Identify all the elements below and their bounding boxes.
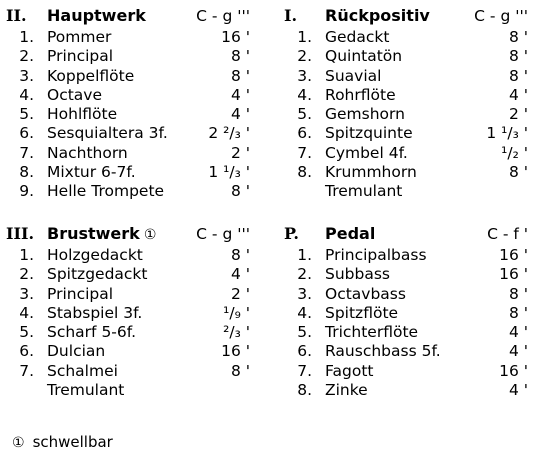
stop-number: 5. (297, 323, 312, 342)
stop-row (284, 246, 534, 265)
stop-name: Rauschbass 5f. (325, 342, 441, 361)
stop-number: 5. (297, 105, 312, 124)
stop-pitch: 16 ' (499, 246, 528, 264)
stop-number: 3. (297, 284, 312, 303)
stop-row (284, 362, 534, 381)
stop-pitch: 8 ' (230, 246, 250, 264)
stop-row (284, 342, 534, 361)
stop-pitch: 8 ' (230, 361, 250, 380)
stop-name: Sesquialtera 3f. (47, 124, 168, 143)
stop-row (6, 67, 256, 86)
stop-pitch: 1 ¹/₃ ' (208, 163, 250, 182)
stop-number: 6. (19, 342, 34, 361)
stop-number: 4. (297, 303, 312, 322)
division-brustwerk (6, 222, 256, 400)
stop-name: Koppelflöte (47, 66, 135, 85)
stop-pitch: 8 ' (230, 66, 250, 85)
stop-name: Trichterflöte (325, 323, 419, 342)
stop-row (6, 265, 256, 284)
stop-name: Quintatön (325, 47, 403, 66)
division-numeral: I. (284, 6, 298, 25)
stop-number: 4. (19, 303, 34, 322)
stop-row (6, 105, 256, 124)
stop-row (284, 265, 534, 284)
stop-row (284, 285, 534, 304)
stop-pitch: 8 ' (508, 303, 528, 322)
stop-name: Rohrflöte (325, 85, 396, 104)
division-name: Brustwerk (47, 224, 140, 243)
stop-pitch: 16 ' (499, 361, 528, 380)
division-numeral: II. (6, 6, 27, 25)
tremulant-label: Tremulant (47, 381, 125, 400)
stop-row (284, 304, 534, 323)
stop-row (6, 323, 256, 342)
stop-name: Spitzquinte (325, 124, 413, 143)
division-name: Rückpositiv (325, 6, 430, 25)
stop-number: 7. (19, 361, 34, 380)
stop-number: 2. (19, 265, 34, 284)
stop-pitch: 8 ' (508, 163, 528, 182)
division-pedal (284, 222, 534, 400)
division-range: C - g ''' (196, 225, 250, 243)
stop-pitch: 4 ' (508, 381, 528, 400)
stop-name: Gemshorn (325, 105, 405, 124)
stop-number: 8. (297, 381, 312, 400)
stop-row (6, 342, 256, 361)
stop-number: 3. (297, 66, 312, 85)
division-header (284, 4, 534, 28)
stop-name: Cymbel 4f. (325, 143, 408, 162)
stop-row (6, 163, 256, 182)
stop-pitch: ¹/₉ ' (223, 303, 250, 322)
stop-pitch: 1 ¹/₃ ' (486, 124, 528, 143)
stop-pitch: 8 ' (508, 66, 528, 85)
stop-name: Stabspiel 3f. (47, 303, 143, 322)
stop-name: Gedackt (325, 28, 390, 46)
division-range: C - g ''' (474, 7, 528, 25)
division-numeral: III. (6, 224, 35, 243)
stop-row (284, 28, 534, 47)
stop-number: 8. (297, 163, 312, 182)
stop-row (6, 47, 256, 66)
stop-number: 7. (19, 143, 34, 162)
stop-row (284, 144, 534, 163)
stop-row (284, 124, 534, 143)
stop-number: 9. (19, 182, 34, 201)
stop-row (6, 304, 256, 323)
stop-name: Spitzgedackt (47, 265, 148, 284)
stop-number: 4. (297, 85, 312, 104)
stop-row (284, 105, 534, 124)
stop-row (284, 163, 534, 182)
stop-pitch: 8 ' (508, 284, 528, 303)
stop-name: Helle Trompete (47, 182, 165, 201)
stop-number: 7. (297, 361, 312, 380)
swell-marker: ① (143, 227, 157, 243)
stop-name: Pommer (47, 28, 112, 46)
stop-name: Mixtur 6-7f. (47, 163, 136, 182)
stop-list (6, 246, 256, 400)
stop-number: 6. (19, 124, 34, 143)
division-numeral: P. (284, 224, 299, 243)
stop-number: 3. (19, 284, 34, 303)
tremulant-label: Tremulant (325, 182, 403, 201)
footnote-text: schwellbar (32, 433, 113, 451)
footnote (12, 433, 113, 451)
stop-number: 2. (19, 47, 34, 66)
stop-row (6, 28, 256, 47)
stop-row (284, 323, 534, 342)
stop-name: Dulcian (47, 342, 106, 361)
division-hauptwerk (6, 4, 256, 202)
stop-number: 2. (297, 47, 312, 66)
stop-number: 4. (19, 85, 34, 104)
stop-name: Spitzflöte (325, 303, 399, 322)
stop-pitch: 16 ' (499, 265, 528, 284)
stop-pitch: 8 ' (508, 28, 528, 46)
stop-number: 7. (297, 143, 312, 162)
stop-number: 8. (19, 163, 34, 182)
stop-name: Holzgedackt (47, 246, 143, 264)
stop-number: 5. (19, 323, 34, 342)
stop-row (6, 182, 256, 201)
division-range: C - f ' (487, 225, 528, 243)
stop-pitch: 8 ' (230, 182, 250, 201)
stop-row (6, 362, 256, 381)
stop-number: 1. (297, 28, 312, 46)
stop-row (6, 144, 256, 163)
stop-name: Principalbass (325, 246, 427, 264)
stop-pitch: 2 ' (508, 105, 528, 124)
stop-list (284, 246, 534, 400)
stop-name: Principal (47, 47, 114, 66)
stop-row (6, 246, 256, 265)
stop-number: 6. (297, 124, 312, 143)
stop-pitch: 4 ' (508, 85, 528, 104)
stop-list (284, 28, 534, 202)
division-rueckpositiv (284, 4, 534, 202)
stop-number: 2. (297, 265, 312, 284)
stop-pitch: 8 ' (508, 47, 528, 66)
division-header (6, 4, 256, 28)
stop-pitch: 4 ' (230, 265, 250, 284)
stop-row (284, 67, 534, 86)
stop-name: Krummhorn (325, 163, 417, 182)
stop-row (284, 47, 534, 66)
stop-pitch: 16 ' (221, 342, 250, 361)
stop-row (284, 86, 534, 105)
stop-pitch: ¹/₂ ' (501, 143, 528, 162)
stop-pitch: 4 ' (230, 105, 250, 124)
stop-number: 3. (19, 66, 34, 85)
division-name: Hauptwerk (47, 6, 146, 25)
stop-name: Scharf 5-6f. (47, 323, 137, 342)
stop-number: 1. (19, 28, 34, 46)
division-header (6, 222, 256, 246)
stop-name: Zinke (325, 381, 368, 400)
stop-number: 5. (19, 105, 34, 124)
footnote-symbol: ① (12, 435, 25, 451)
stop-pitch: ²/₃ ' (223, 323, 250, 342)
stop-row (6, 86, 256, 105)
stop-pitch: 2 ' (230, 284, 250, 303)
stop-list (6, 28, 256, 202)
division-name: Pedal (325, 224, 376, 243)
stop-pitch: 2 ' (230, 143, 250, 162)
stop-pitch: 4 ' (508, 323, 528, 342)
stop-row (6, 124, 256, 143)
stop-row (284, 381, 534, 400)
stop-number: 1. (19, 246, 34, 264)
stop-pitch: 2 ²/₃ ' (208, 124, 250, 143)
stop-pitch: 4 ' (508, 342, 528, 361)
division-range: C - g ''' (196, 7, 250, 25)
stop-pitch: 16 ' (221, 28, 250, 46)
stop-name: Nachthorn (47, 143, 128, 162)
stop-number: 1. (297, 246, 312, 264)
stop-number: 6. (297, 342, 312, 361)
stop-row (6, 285, 256, 304)
division-header (284, 222, 534, 246)
stop-name: Suavial (325, 66, 382, 85)
stop-name: Octave (47, 85, 103, 104)
stop-pitch: 8 ' (230, 47, 250, 66)
stop-name: Hohlflöte (47, 105, 118, 124)
stop-name: Fagott (325, 361, 374, 380)
stop-name: Octavbass (325, 284, 406, 303)
stop-name: Principal (47, 284, 114, 303)
stop-pitch: 4 ' (230, 85, 250, 104)
stop-name: Schalmei (47, 361, 118, 380)
stop-name: Subbass (325, 265, 390, 284)
